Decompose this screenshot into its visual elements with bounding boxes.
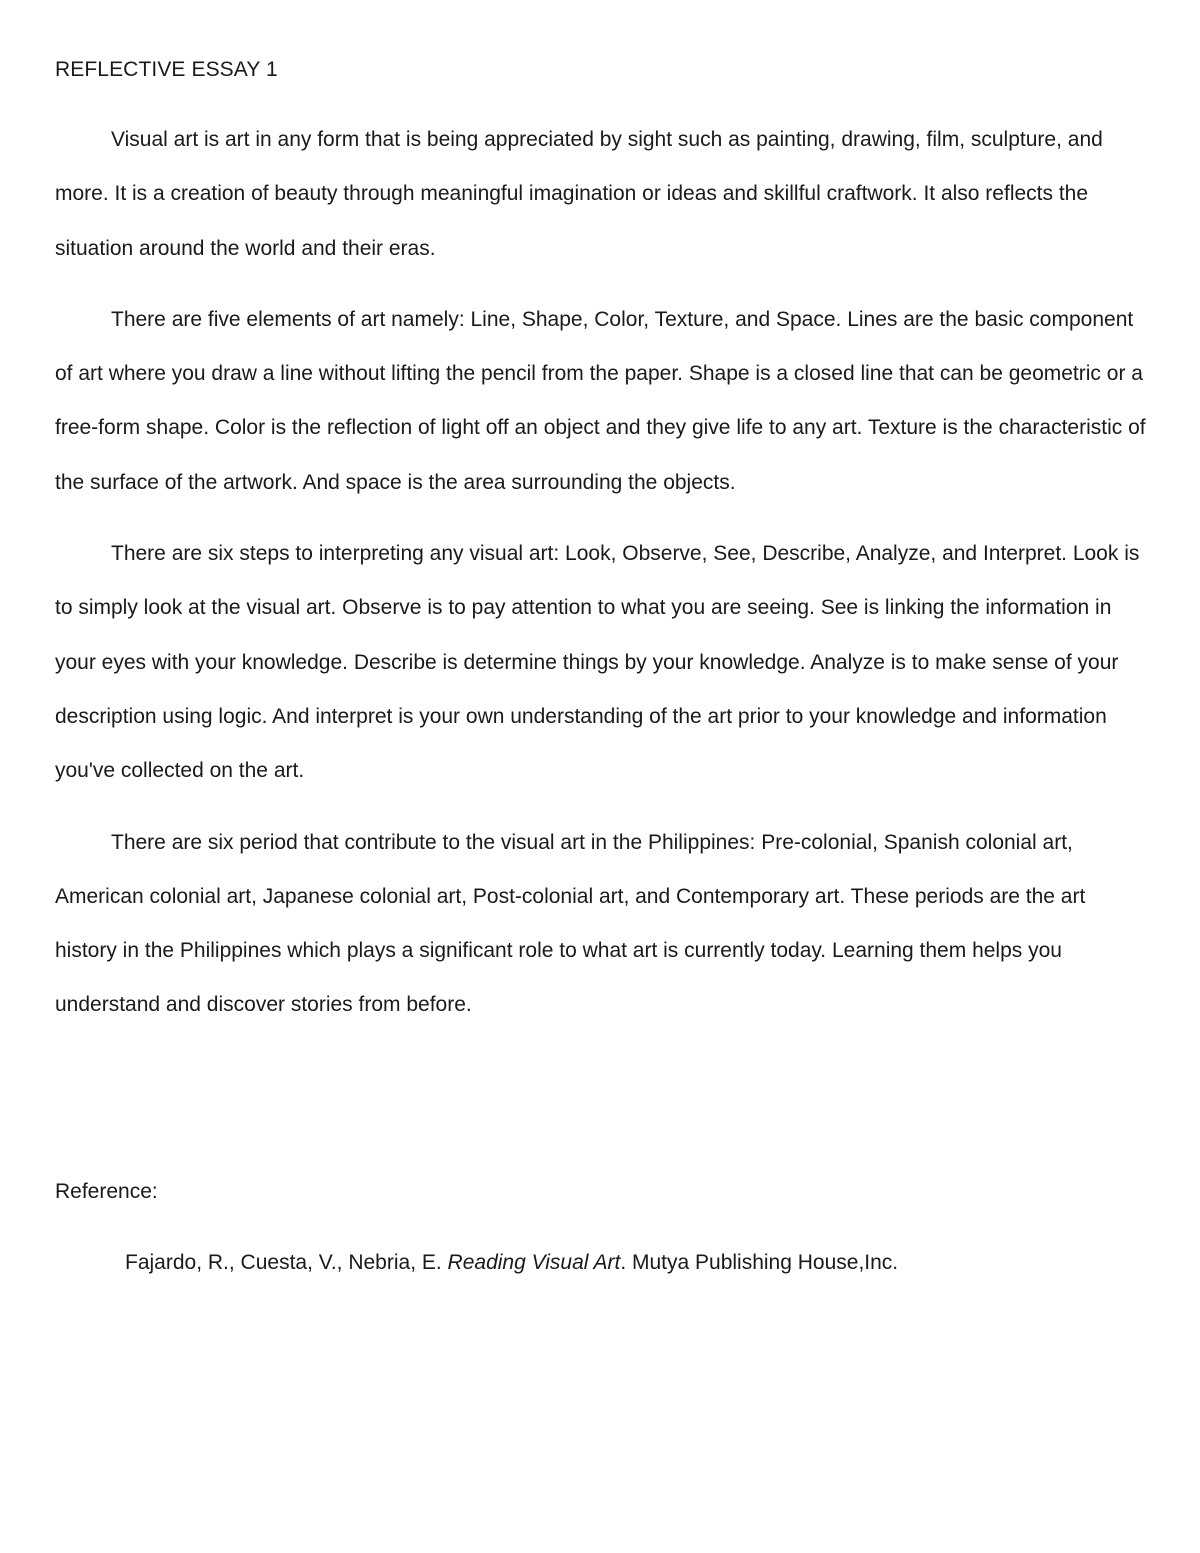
paragraph-interpretation-steps: There are six steps to interpreting any visual art: Look, Observe, See, Describe, Analyze, and Interpret. Look is to simply look at the visual art. Observe is to pay attention to what you are seeing. See is linking the information in your eyes with your knowledge. Describe is determine things by your knowledge. Analyze is to make sense of your description using logic. And interpret is your own understanding of the art prior to your knowledge and information you've collected on the art. <box>55 542 1140 783</box>
citation-authors: Fajardo, R., Cuesta, V., Nebria, E. <box>125 1251 442 1274</box>
reference-heading: Reference: <box>55 1180 158 1203</box>
paragraph-elements-of-art: There are five elements of art namely: Line, Shape, Color, Texture, and Space. Lines are the basic component of art where you draw a line without lifting the pencil from the paper. Shape is a closed line that can be geometric or a free-form shape. Color is the reflection of light off an object and they give life to any art. Texture is the characteristic of the surface of the artwork. And space is the area surrounding the objects. <box>55 307 1146 494</box>
reference-citation <box>125 1249 898 1277</box>
paragraph-visual-art-definition: Visual art is art in any form that is being appreciated by sight such as painting, drawing, film, sculpture, and more. It is a creation of beauty through meaningful imagination or ideas and skillful craftwork. It also reflects the situation around the world and their eras. <box>55 128 1103 260</box>
citation-publisher: . Mutya Publishing House,Inc. <box>620 1251 899 1274</box>
paragraph-philippine-art-periods: There are six period that contribute to the visual art in the Philippines: Pre-colonial, Spanish colonial art, American colonial art, Japanese colonial art, Post-colonial art, and Contemporary art. These periods are the art history in the Philippines which plays a significant role to what art is currently today. Learning them helps you understand and discover stories from before. <box>55 830 1086 1017</box>
citation-book-title: Reading Visual Art <box>447 1251 621 1274</box>
essay-title: REFLECTIVE ESSAY 1 <box>55 58 278 81</box>
essay-body <box>55 113 1147 1050</box>
